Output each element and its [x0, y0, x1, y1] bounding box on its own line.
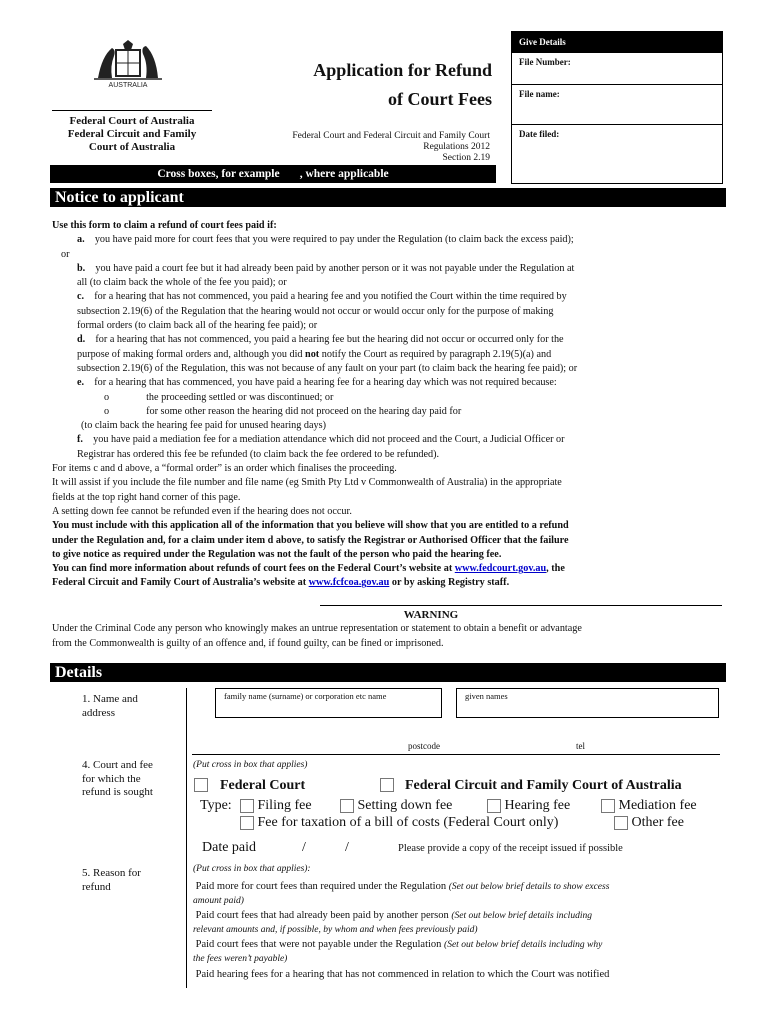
taxation-fee-checkbox[interactable] [240, 816, 254, 830]
item1-label: 1. Name and address [82, 693, 138, 719]
hearing-fee-checkbox[interactable] [487, 799, 501, 813]
reason-overpaid[interactable]: Paid more for court fees than required under the Regulation (Set out below brief details to show excess amount paid) [193, 881, 610, 906]
date-paid-slash-1[interactable]: / [302, 840, 306, 855]
family-name-input[interactable]: family name (surname) or corporation etc name [215, 688, 442, 718]
fedcourt-link[interactable]: www.fedcourt.gov.au [454, 563, 547, 575]
date-paid-label: Date paid [202, 840, 257, 855]
type-label: Type: [200, 798, 232, 813]
date-filed-field[interactable]: Date filed: [519, 129, 560, 139]
regulations-reference: Federal Court and Federal Circuit and Family Court Regulations 2012 Section 2.19 [292, 131, 490, 163]
receipt-note: Please provide a copy of the receipt issued if possible [398, 843, 623, 854]
reason-not-payable[interactable]: Paid court fees that were not payable under the Regulation (Set out below brief details including why the fees weren’t payable) [193, 939, 603, 964]
fcfca-option[interactable]: Federal Circuit and Family Court of Australia [380, 776, 682, 794]
fcfca-checkbox[interactable] [380, 778, 394, 792]
federal-court-checkbox[interactable] [194, 778, 208, 792]
date-paid-slash-2[interactable]: / [345, 840, 349, 855]
setting-down-fee-option[interactable]: Setting down fee [340, 798, 452, 814]
coat-of-arms-logo [88, 34, 168, 92]
form-title-line1: Application for Refund [313, 60, 492, 80]
item4-label: 4. Court and fee for which the refund is sought [82, 759, 153, 798]
setting-down-fee-checkbox[interactable] [340, 799, 354, 813]
details-heading: Details [50, 663, 726, 682]
svg-text:AUSTRALIA: AUSTRALIA [108, 82, 148, 89]
form-title-line2: of Court Fees [388, 89, 492, 109]
details-divider [186, 688, 187, 988]
item5-label: 5. Reason for refund [82, 867, 141, 893]
put-cross-note: (Put cross in box that applies) [193, 760, 308, 770]
notice-heading: Notice to applicant [50, 188, 726, 207]
warning-section: WARNING Under the Criminal Code any person who knowingly makes an untrue representation or statement to obtain a benefit or advantage from the Commonwealth is guilty of an offence and, if found guilty, can be fined or imprisoned. [52, 608, 720, 651]
court-name: Federal Court of Australia Federal Circuit and Family Court of Australia [52, 110, 212, 154]
hearing-fee-option[interactable]: Hearing fee [487, 798, 570, 814]
reason-hearing-not-commenced[interactable]: Paid hearing fees for a hearing that has not commenced in relation to which the Court was notified [195, 969, 610, 980]
fcfcoa-link[interactable]: www.fcfcoa.gov.au [308, 577, 390, 589]
given-names-input[interactable]: given names [456, 688, 719, 718]
taxation-fee-option[interactable]: Fee for taxation of a bill of costs (Federal Court only) [240, 815, 558, 831]
warning-divider [320, 605, 722, 606]
give-details-heading: Give Details [512, 32, 722, 53]
federal-court-option[interactable]: Federal Court [194, 776, 305, 794]
address-divider [192, 754, 720, 755]
postcode-label: postcode [408, 741, 440, 751]
give-details-box [511, 31, 723, 184]
file-name-field[interactable]: File name: [512, 85, 722, 125]
mediation-fee-checkbox[interactable] [601, 799, 615, 813]
filing-fee-option[interactable]: Filing fee [240, 798, 312, 814]
mediation-fee-option[interactable]: Mediation fee [601, 798, 697, 814]
cross-boxes-instruction: Cross boxes, for example , where applicable [50, 165, 496, 183]
warning-title: WARNING [403, 609, 459, 621]
reason-already-paid[interactable]: Paid court fees that had already been paid by another person (Set out below brief details including relevant amounts and, if possible, by whom and when fees previously paid) [193, 910, 592, 935]
notice-body: Use this form to claim a refund of court fees paid if: a. you have paid more for court fees that you were required to pay under the Regulation (to claim back the excess paid); or b. you have paid a court fee but it had already been paid by another person or it was not payable under the Regulation at all (to claim back the whole of the fee you paid); or c. for a hearing that has not commenced, you paid a hearing fee and you notified the Court within the time required by subsection 2.19(6) of the Regulation that the hearing would not occur or would occur only for the purpose of making formal orders (to claim back all of the hearing fee paid); or d. for a hearing that has not commenced, you paid a hearing fee but the hearing did not occur or occurred only for the purpose of making formal orders and, although you did not notify the Court as required by paragraph 2.19(5)(a) and subsection 2.19(6) of the Regulation, this was not because of any fault on your part (to claim back the hearing fee paid); or e. for a hearing that has commenced, you have paid a hearing fee for a hearing day which was not required because: o the proceeding settled or was discontinued; or o for some other reason the hearing did not proceed on the hearing day paid for (to claim back the hearing fee paid for unused hearing days) f. you have paid a mediation fee for a mediation attendance which did not proceed and the Court, a Judicial Officer or Registrar has ordered this fee be refunded (to claim back the fee ordered to be refunded). For items c and d above, a “formal order” is an order which finalises the proceeding. It will assist if you include the file number and file name (eg Smith Pty Ltd v Commonwealth of Australia) in the appropriate fields at the top right hand corner of this page. A setting down fee cannot be refunded even if the hearing does not occur. You must include with this application all of the information that you believe will show that you are entitled to a refund under the Regulation and, for a claim under item d above, to satisfy the Registrar or Authorised Officer that the failure to give notice as required under the Regulation was not the fault of the person who paid the hearing fee. You can find more information about refunds of court fees on the Federal Court’s website at www.fedcourt.gov.au, the Federal Circuit and Family Court of Australia’s website at www.fcfcoa.gov.au or by asking Registry staff. [52, 220, 578, 589]
file-number-field[interactable]: File Number: [512, 53, 722, 85]
filing-fee-checkbox[interactable] [240, 799, 254, 813]
put-cross-note-2: (Put cross in box that applies): [193, 864, 311, 874]
tel-label: tel [576, 741, 585, 751]
other-fee-option[interactable]: Other fee [614, 815, 684, 831]
other-fee-checkbox[interactable] [614, 816, 628, 830]
